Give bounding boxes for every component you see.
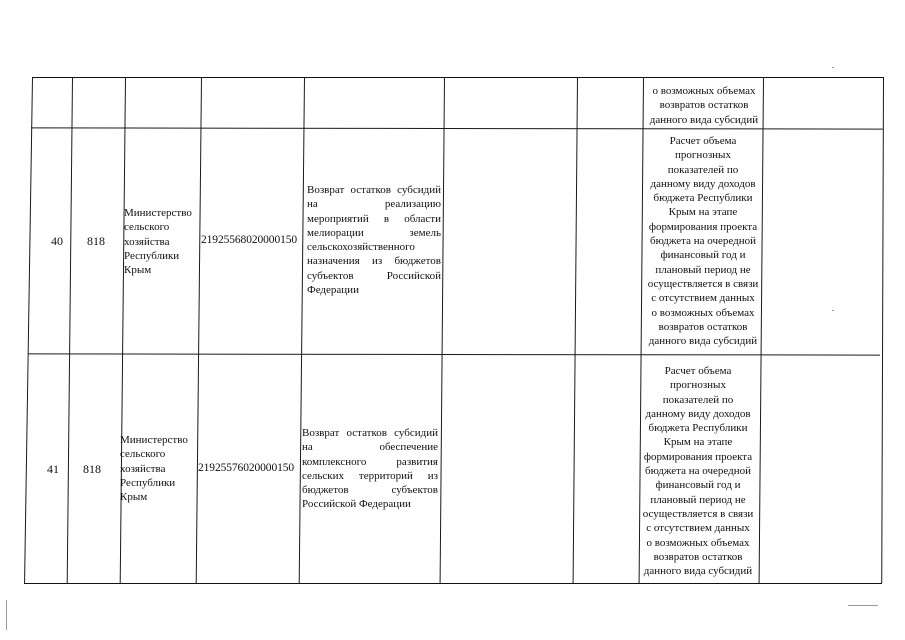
scan-speck [6, 600, 7, 630]
administrator-name: Министерство сельского хозяйства Республики Крым [124, 207, 192, 277]
continuation-method-text: о возможных объемах возвратов остатков данного вида субсидий [649, 85, 759, 126]
budget-classification-code: 21925576020000150 [198, 462, 295, 474]
table-bottom-border [24, 583, 882, 584]
row-divider-1 [31, 127, 883, 129]
col-border-9 [881, 77, 884, 583]
calculation-method-text: Расчет объема прогнозных показателей по данному виду доходов бюджета Республики Крым на этапе формирования проекта бюджета на очередной финансовый год и плановый период не осуществляется в связи с отсутствием данных о возможных объемах возвратов остатков данного вида субсидий [642, 365, 754, 578]
scan-speck [832, 67, 834, 68]
col-border-1 [67, 77, 73, 583]
row-number: 41 [47, 462, 59, 476]
scan-speck [848, 605, 878, 606]
calculation-method-text: Расчет объема прогнозных показателей по данному виду доходов бюджета Республики Крым на этапе формирования проекта бюджета на очередной финансовый год и плановый период не осуществляется в связи с отсутствием данных о возможных объемах возвратов остатков данного вида субсидий [647, 135, 759, 348]
table-top-border [32, 77, 884, 78]
income-code: 818 [83, 462, 101, 476]
col-border-0 [24, 77, 33, 583]
income-type-name: Возврат остатков субсидий на реализацию мероприятий в области мелиорации земель сельскохозяйственного назначения из бюджетов субъектов Российской Федерации [307, 184, 441, 297]
col-border-6 [573, 77, 578, 583]
col-border-2 [120, 77, 126, 583]
row-number: 40 [51, 234, 63, 248]
row-divider-2 [28, 353, 880, 355]
col-border-5 [440, 77, 445, 583]
col-border-3 [196, 77, 202, 583]
income-code: 818 [87, 234, 105, 248]
scan-speck [832, 310, 834, 311]
administrator-name: Министерство сельского хозяйства Республики Крым [120, 434, 188, 504]
budget-classification-code: 21925568020000150 [201, 234, 298, 246]
income-type-name: Возврат остатков субсидий на обеспечение комплексного развития сельских территорий из бюджетов субъектов Российской Федерации [302, 427, 438, 511]
